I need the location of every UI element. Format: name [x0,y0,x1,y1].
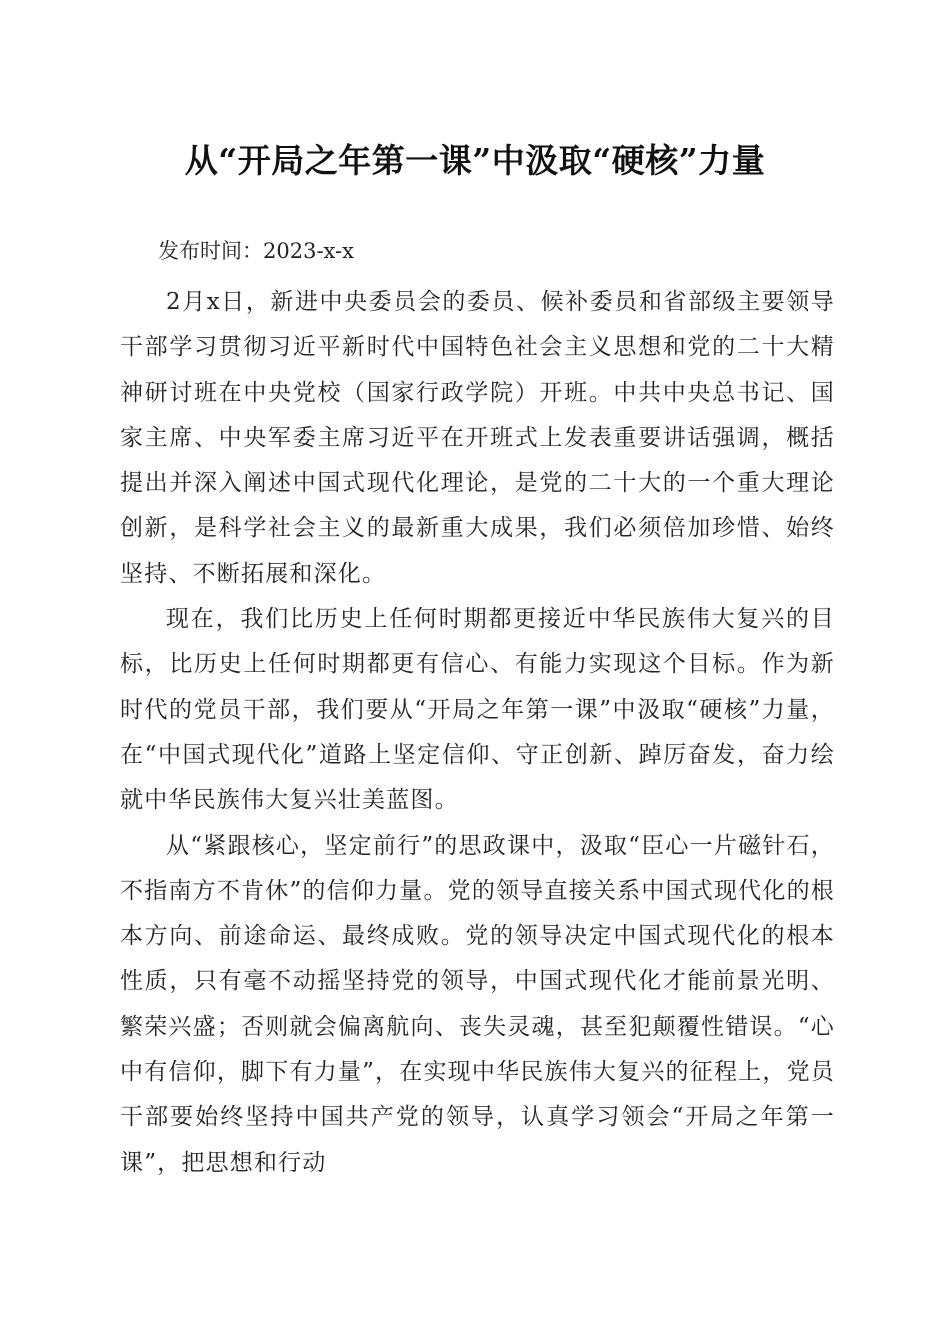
paragraph-3: 从“紧跟核心，坚定前行”的思政课中，汲取“臣心一片磁针石，不指南方不肯休”的信仰力量。党的领导直接关系中国式现代化的根本方向、前途命运、最终成败。党的领导决定中国式现代化的根本性质，只有毫不动摇坚持党的领导，中国式现代化才能前景光明、繁荣兴盛；否则就会偏离航向、丧失灵魂，甚至犯颠覆性错误。“心中有信仰，脚下有力量”，在实现中华民族伟大复兴的征程上，党员干部要始终坚持中国共产党的领导，认真学习领会“开局之年第一课”，把思想和行动 [120,832,835,1176]
paragraph-1: 2月x日，新进中央委员会的委员、候补委员和省部级主要领导干部学习贯彻习近平新时代中国特色社会主义思想和党的二十大精神研讨班在中央党校（国家行政学院）开班。中共中央总书记、国家主席、中央军委主席习近平在开班式上发表重要讲话强调，概括提出并深入阐述中国式现代化理论，是党的二十大的一个重大理论创新，是科学社会主义的最新重大成果，我们必须倍加珍惜、始终坚持、不断拓展和深化。 [120,289,835,587]
document-title: 从“开局之年第一课”中汲取“硬核”力量 [184,141,766,180]
paragraph-2: 现在，我们比历史上任何时期都更接近中华民族伟大复兴的目标，比历史上任何时期都更有信心、有能力实现这个目标。作为新时代的党员干部，我们要从“开局之年第一课”中汲取“硬核”力量，在“中国式现代化”道路上坚定信仰、守正创新、踔厉奋发，奋力绘就中华民族伟大复兴壮美蓝图。 [120,606,835,814]
publish-date: 发布时间：2023-x-x [158,239,354,263]
document-body [120,280,835,1186]
